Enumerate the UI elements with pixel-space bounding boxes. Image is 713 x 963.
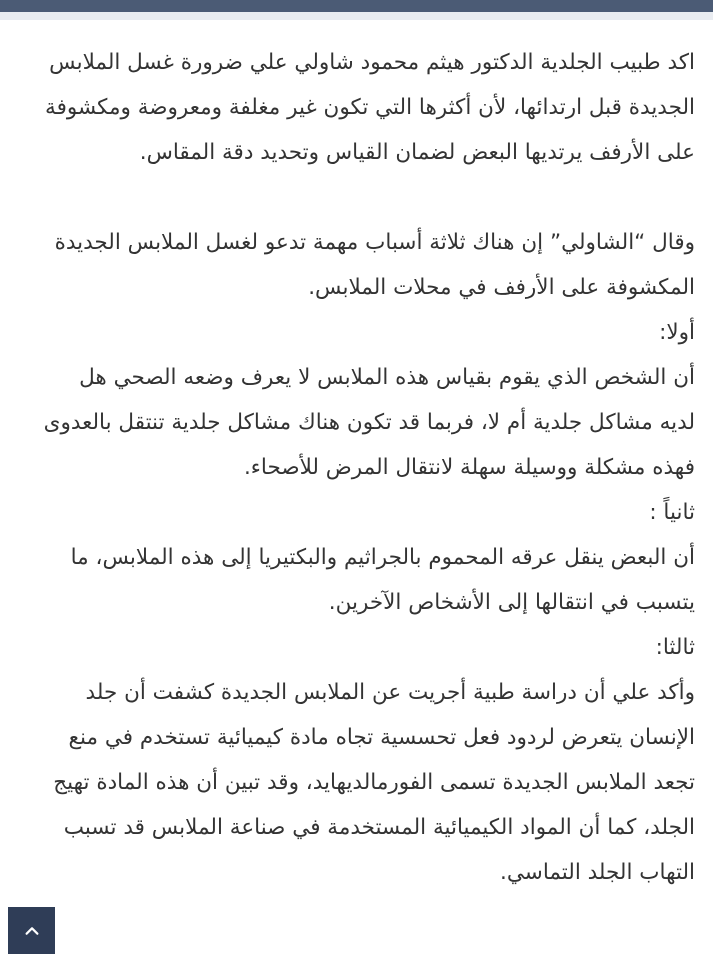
reason-heading-third: ثالثا: [655, 635, 695, 660]
paragraph-spacer [38, 175, 695, 220]
top-divider [0, 12, 713, 20]
reason-heading-second: ثانياً : [649, 500, 695, 525]
reason-paragraph-first: أن الشخص الذي يقوم بقياس هذه الملابس لا يعرف وضعه الصحي هل لديه مشاكل جلدية أم لا، فربما قد تكون هناك مشاكل جلدية تنتقل بالعدوى فهذه مشكلة ووسيلة سهلة لانتقال المرض للأصحاء. [43, 365, 695, 480]
article-body [38, 40, 695, 895]
chevron-up-icon [23, 922, 41, 940]
reason-paragraph-second: أن البعض ينقل عرقه المحموم بالجراثيم والبكتيريا إلى هذه الملابس، ما يتسبب في انتقالها إلى الأشخاص الآخرين. [70, 545, 695, 615]
reason-paragraph-third: وأكد علي أن دراسة طبية أجريت عن الملابس الجديدة كشفت أن جلد الإنسان يتعرض لردود فعل تحسسية تجاه مادة كيميائية تستخدم في منع تجعد الملابس الجديدة تسمى الفورمالديهايد، وقد تبين أن هذه المادة تهيج الجلد، كما أن المواد الكيميائية المستخدمة في صناعة الملابس قد تسبب التهاب الجلد التماسي. [53, 680, 695, 885]
scroll-to-top-button[interactable] [8, 907, 55, 954]
article-paragraph: اكد طبيب الجلدية الدكتور هيثم محمود شاولي علي ضرورة غسل الملابس الجديدة قبل ارتدائها، لأن أكثرها التي تكون غير مغلفة ومعروضة ومكشوفة على الأرفف يرتديها البعض لضمان القياس وتحديد دقة المقاس. [45, 50, 695, 165]
article-paragraph: وقال “الشاولي” إن هناك ثلاثة أسباب مهمة تدعو لغسل الملابس الجديدة المكشوفة على الأرفف في محلات الملابس. [54, 230, 695, 300]
reason-heading-first: أولا: [659, 320, 695, 345]
